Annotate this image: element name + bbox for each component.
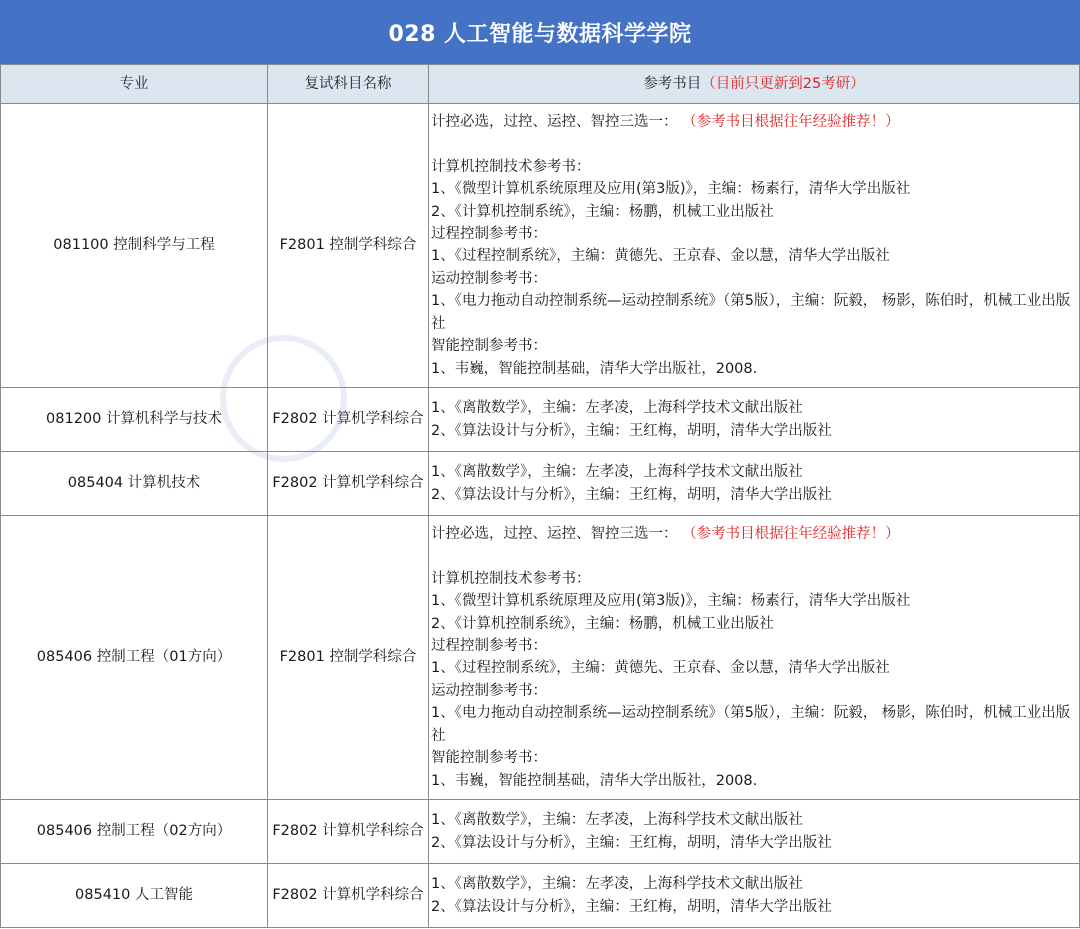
book-line: 1、《离散数学》，主编：左孝凌，上海科学技术文献出版社 xyxy=(431,876,803,893)
table-row xyxy=(1,864,1080,928)
page-title: 028 人工智能与数据科学学院 xyxy=(0,0,1080,64)
book-line: 过程控制参考书： xyxy=(431,638,547,655)
books-intro: 计控必选，过控、运控、智控三选一： （参考书目根据往年经验推荐！） xyxy=(431,114,900,131)
books-cell xyxy=(429,104,1080,388)
book-line: 1、《电力拖动自动控制系统—运动控制系统》（第5版），主编：阮毅， 杨影，陈伯时，机械工业出版社 xyxy=(431,293,1071,332)
book-line: 1、《微型计算机系统原理及应用(第3版)》，主编：杨素行，清华大学出版社 xyxy=(431,181,911,198)
table-row xyxy=(1,800,1080,864)
table-row xyxy=(1,388,1080,452)
header-subject: 复试科目名称 xyxy=(268,65,429,104)
subject-cell: F2802 计算机学科综合 xyxy=(268,864,429,928)
book-line: 1、《过程控制系统》，主编：黄德先、王京春、金以慧，清华大学出版社 xyxy=(431,248,890,265)
major-cell: 085406 控制工程（02方向） xyxy=(1,800,268,864)
subject-cell: F2802 计算机学科综合 xyxy=(268,388,429,452)
header-books-note: （目前只更新到25考研） xyxy=(701,75,865,92)
book-line: 1、《离散数学》，主编：左孝凌，上海科学技术文献出版社 xyxy=(431,400,803,417)
major-cell: 085404 计算机技术 xyxy=(1,452,268,516)
major-cell: 085406 控制工程（01方向） xyxy=(1,516,268,800)
book-line: 2、《算法设计与分析》，主编：王红梅，胡明，清华大学出版社 xyxy=(431,834,832,851)
book-line: 2、《算法设计与分析》，主编：王红梅，胡明，清华大学出版社 xyxy=(431,898,832,915)
book-line: 2、《计算机控制系统》，主编：杨鹏，机械工业出版社 xyxy=(431,615,774,632)
book-line: 运动控制参考书： xyxy=(431,682,547,699)
course-table xyxy=(0,64,1080,928)
book-line: 1、《微型计算机系统原理及应用(第3版)》，主编：杨素行，清华大学出版社 xyxy=(431,593,911,610)
header-books-label: 参考书目 xyxy=(643,75,702,92)
major-cell: 085410 人工智能 xyxy=(1,864,268,928)
table-row xyxy=(1,516,1080,800)
book-line: 1、《过程控制系统》，主编：黄德先、王京春、金以慧，清华大学出版社 xyxy=(431,660,890,677)
header-major: 专业 xyxy=(1,65,268,104)
book-line: 计算机控制技术参考书： xyxy=(431,570,591,587)
book-line: 2、《计算机控制系统》，主编：杨鹏，机械工业出版社 xyxy=(431,203,774,220)
major-cell: 081100 控制科学与工程 xyxy=(1,104,268,388)
table-row xyxy=(1,104,1080,388)
book-line: 运动控制参考书： xyxy=(431,270,547,287)
books-cell xyxy=(429,864,1080,928)
header-books xyxy=(429,65,1080,104)
book-line: 1、《离散数学》，主编：左孝凌，上海科学技术文献出版社 xyxy=(431,464,803,481)
books-intro: 计控必选，过控、运控、智控三选一： （参考书目根据往年经验推荐！） xyxy=(431,526,900,543)
table-row xyxy=(1,452,1080,516)
books-cell xyxy=(429,388,1080,452)
books-cell xyxy=(429,452,1080,516)
book-line: 计算机控制技术参考书： xyxy=(431,158,591,175)
book-line: 1、韦巍，智能控制基础，清华大学出版社，2008. xyxy=(431,772,758,789)
book-line: 1、韦巍，智能控制基础，清华大学出版社，2008. xyxy=(431,360,758,377)
books-cell xyxy=(429,800,1080,864)
subject-cell: F2801 控制学科综合 xyxy=(268,516,429,800)
books-cell xyxy=(429,516,1080,800)
book-line: 1、《电力拖动自动控制系统—运动控制系统》（第5版），主编：阮毅， 杨影，陈伯时，机械工业出版社 xyxy=(431,705,1071,744)
book-line: 智能控制参考书： xyxy=(431,338,547,355)
major-cell: 081200 计算机科学与技术 xyxy=(1,388,268,452)
subject-cell: F2802 计算机学科综合 xyxy=(268,800,429,864)
book-line: 智能控制参考书： xyxy=(431,750,547,767)
book-line: 1、《离散数学》，主编：左孝凌，上海科学技术文献出版社 xyxy=(431,812,803,829)
book-line: 过程控制参考书： xyxy=(431,226,547,243)
subject-cell: F2802 计算机学科综合 xyxy=(268,452,429,516)
book-line: 2、《算法设计与分析》，主编：王红梅，胡明，清华大学出版社 xyxy=(431,486,832,503)
subject-cell: F2801 控制学科综合 xyxy=(268,104,429,388)
book-line: 2、《算法设计与分析》，主编：王红梅，胡明，清华大学出版社 xyxy=(431,422,832,439)
table-header-row xyxy=(1,65,1080,104)
